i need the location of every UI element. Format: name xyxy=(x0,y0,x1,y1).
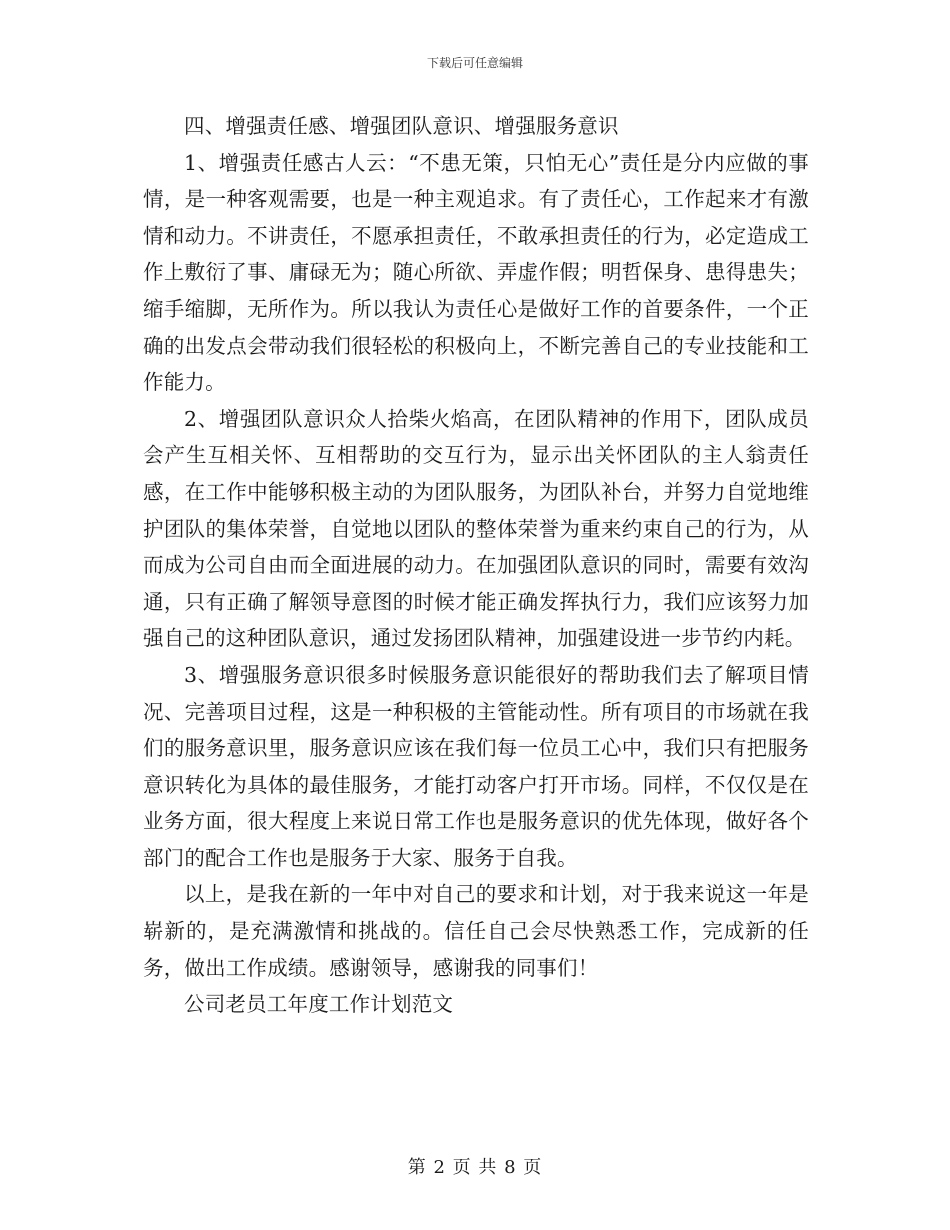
paragraph-responsibility: 1、增强责任感古人云：“不患无策，只怕无心”责任是分内应做的事情，是一种客观需要，也是一种主观追求。有了责任心，工作起来才有激情和动力。不讲责任，不愿承担责任，不敢承担责任的行为，必定造成工作上敷衍了事、庸碌无为；随心所欲、弄虚作假；明哲保身、患得患失；缩手缩脚，无所作为。所以我认为责任心是做好工作的首要条件，一个正确的出发点会带动我们很轻松的积极向上，不断完善自己的专业技能和工作能力。 xyxy=(143,150,809,395)
paragraph-service: 3、增强服务意识很多时候服务意识能很好的帮助我们去了解项目情况、完善项目过程，这是一种积极的主管能动性。所有项目的市场就在我们的服务意识里，服务意识应该在我们每一位员工心中，我们只有把服务意识转化为具体的最佳服务，才能打动客户打开市场。同样，不仅仅是在业务方面，很大程度上来说日常工作也是服务意识的优先体现，做好各个部门的配合工作也是服务于大家、服务于自我。 xyxy=(143,662,809,870)
page-number: 第 2 页 共 8 页 xyxy=(407,1157,543,1178)
section-heading: 四、增强责任感、增强团队意识、增强服务意识 xyxy=(184,114,619,138)
paragraph-conclusion: 以上，是我在新的一年中对自己的要求和计划，对于我来说这一年是崭新的，是充满激情和挑战的。信任自己会尽快熟悉工作，完成新的任务，做出工作成绩。感谢领导，感谢我的同事们！ xyxy=(143,882,809,980)
paragraph-teamwork: 2、增强团队意识众人拾柴火焰高，在团队精神的作用下，团队成员会产生互相关怀、互相帮助的交互行为，显示出关怀团队的主人翁责任感，在工作中能够积极主动的为团队服务，为团队补台，并努力自觉地维护团队的集体荣誉，自觉地以团队的整体荣誉为重来约束自己的行为，从而成为公司自由而全面进展的动力。在加强团队意识的同时，需要有效沟通，只有正确了解领导意图的时候才能正确发挥执行力，我们应该努力加强自己的这种团队意识，通过发扬团队精神，加强建设进一步节约内耗。 xyxy=(143,406,809,651)
document-body xyxy=(143,108,809,1023)
next-title: 公司老员工年度工作计划范文 xyxy=(184,992,454,1017)
header-note: 下载后可任意编辑 xyxy=(426,56,523,70)
